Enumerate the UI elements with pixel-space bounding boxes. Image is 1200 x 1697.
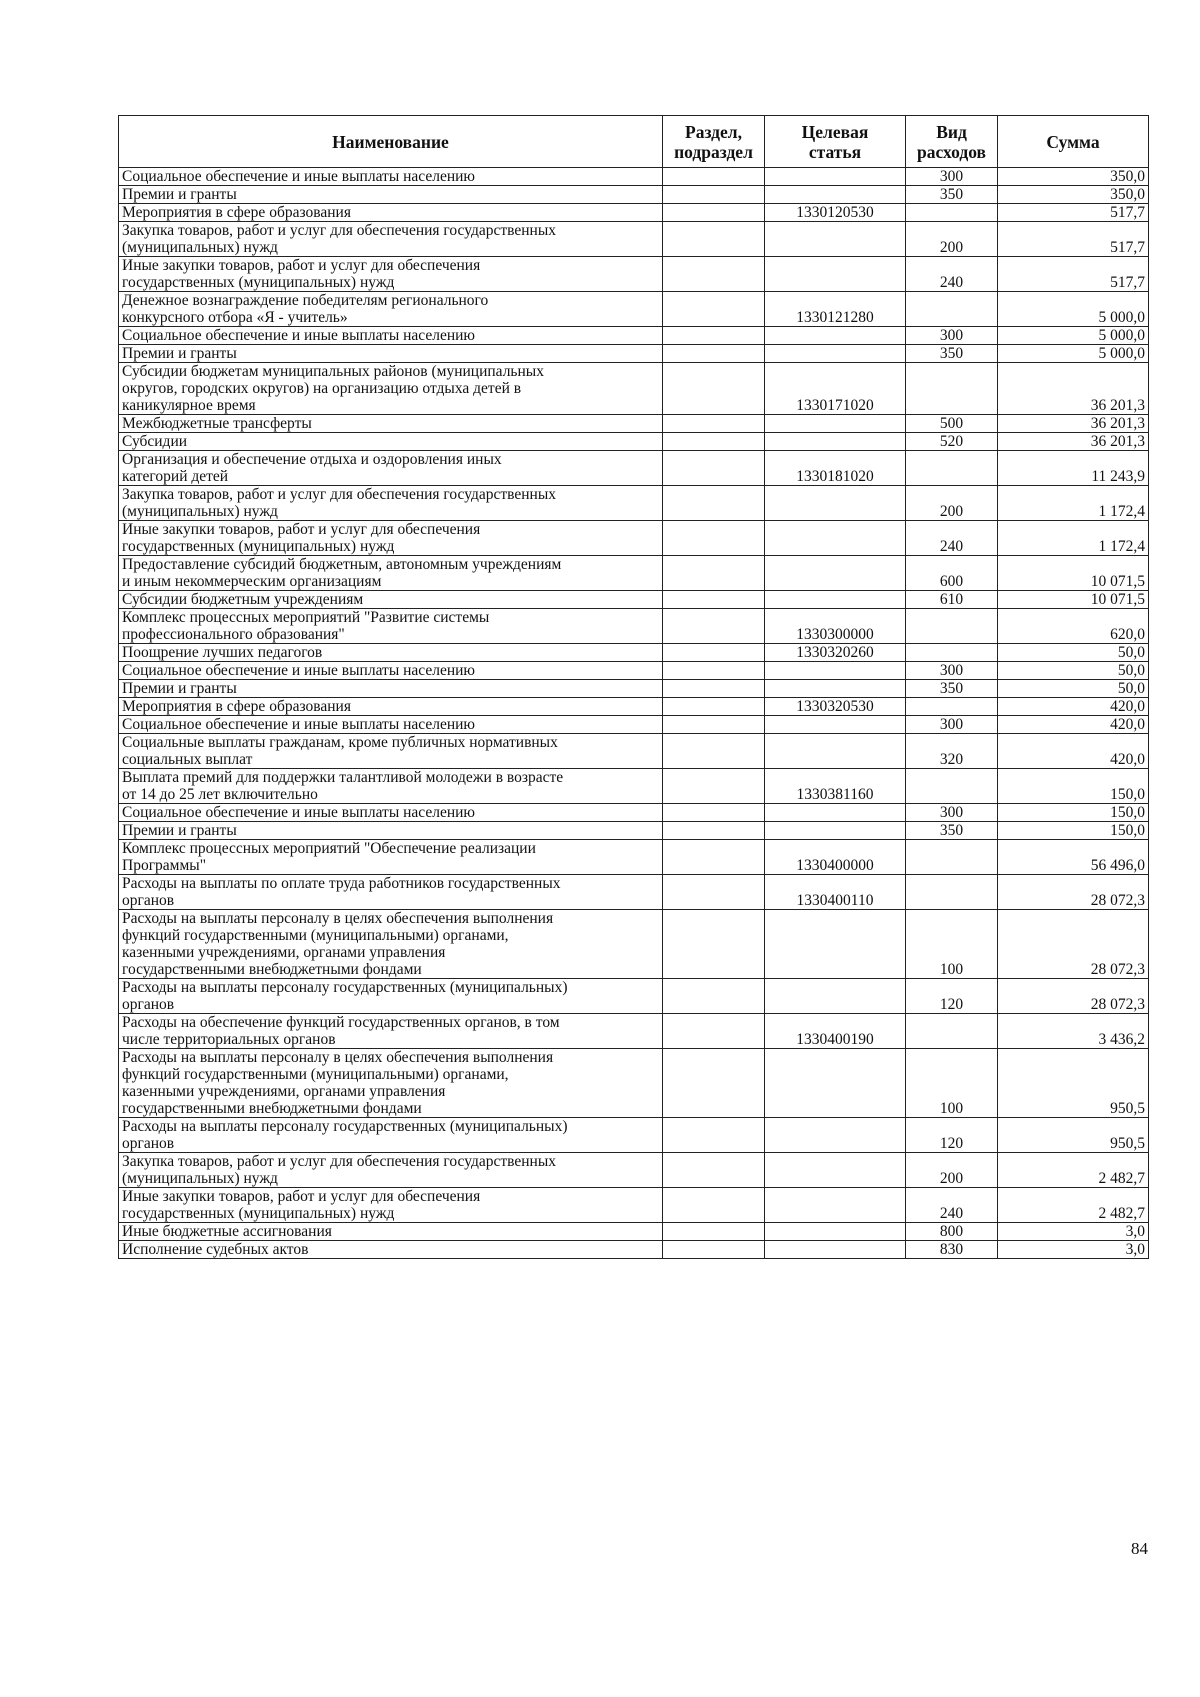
row-name-line: Денежное вознаграждение победителям регионального xyxy=(122,292,489,309)
row-name-line: Иные бюджетные ассигнования xyxy=(122,1223,332,1240)
row-name-line: Расходы на выплаты по оплате труда работников государственных xyxy=(122,875,561,892)
row-article: 1330120530 xyxy=(765,204,906,222)
row-name-line: категорий детей xyxy=(122,468,229,485)
row-name xyxy=(119,662,663,680)
row-sum: 50,0 xyxy=(998,644,1149,662)
row-kind xyxy=(906,204,998,222)
row-section xyxy=(663,822,765,840)
row-section xyxy=(663,521,765,556)
row-kind xyxy=(906,363,998,415)
row-sum: 3,0 xyxy=(998,1223,1149,1241)
row-name-line: Комплекс процессных мероприятий "Обеспечение реализации xyxy=(122,840,536,857)
row-name-line: Закупка товаров, работ и услуг для обеспечения государственных xyxy=(122,1153,557,1170)
row-section xyxy=(663,1049,765,1118)
row-kind: 200 xyxy=(906,222,998,257)
row-name-line: Исполнение судебных актов xyxy=(122,1241,309,1258)
row-name xyxy=(119,222,663,257)
row-name xyxy=(119,292,663,327)
row-sum: 5 000,0 xyxy=(998,292,1149,327)
row-name-line: функций государственными (муниципальными) органами, xyxy=(122,927,509,944)
row-section xyxy=(663,979,765,1014)
row-name xyxy=(119,979,663,1014)
row-name-line: Закупка товаров, работ и услуг для обеспечения государственных xyxy=(122,486,557,503)
row-name-line: Иные закупки товаров, работ и услуг для обеспечения xyxy=(122,257,481,274)
table-row xyxy=(119,327,1149,345)
row-kind: 500 xyxy=(906,415,998,433)
row-name-line: социальных выплат xyxy=(122,751,253,768)
row-article xyxy=(765,257,906,292)
row-article xyxy=(765,804,906,822)
row-name-line: (муниципальных) нужд xyxy=(122,1170,278,1187)
row-name xyxy=(119,1049,663,1118)
row-section xyxy=(663,486,765,521)
row-name-line: Социальное обеспечение и иные выплаты населению xyxy=(122,716,476,733)
row-section xyxy=(663,734,765,769)
row-kind xyxy=(906,609,998,644)
row-kind: 520 xyxy=(906,433,998,451)
row-section xyxy=(663,698,765,716)
row-name-line: Субсидии xyxy=(122,433,188,450)
row-sum: 420,0 xyxy=(998,716,1149,734)
row-article: 1330320260 xyxy=(765,644,906,662)
row-name xyxy=(119,804,663,822)
row-name xyxy=(119,644,663,662)
row-sum: 150,0 xyxy=(998,804,1149,822)
row-article xyxy=(765,979,906,1014)
table-row xyxy=(119,1118,1149,1153)
table-row xyxy=(119,979,1149,1014)
row-sum: 10 071,5 xyxy=(998,556,1149,591)
row-article: 1330171020 xyxy=(765,363,906,415)
row-section xyxy=(663,662,765,680)
row-article xyxy=(765,591,906,609)
row-sum: 420,0 xyxy=(998,698,1149,716)
row-section xyxy=(663,591,765,609)
row-section xyxy=(663,168,765,186)
table-row xyxy=(119,840,1149,875)
row-name-line: государственных (муниципальных) нужд xyxy=(122,1205,395,1222)
row-name-line: Иные закупки товаров, работ и услуг для обеспечения xyxy=(122,521,481,538)
row-kind: 300 xyxy=(906,804,998,822)
row-sum: 950,5 xyxy=(998,1049,1149,1118)
row-article: 1330320530 xyxy=(765,698,906,716)
row-name xyxy=(119,415,663,433)
table-row xyxy=(119,662,1149,680)
row-section xyxy=(663,769,765,804)
row-sum: 28 072,3 xyxy=(998,979,1149,1014)
row-article: 1330181020 xyxy=(765,451,906,486)
row-name-line: Премии и гранты xyxy=(122,680,237,697)
table-row xyxy=(119,1241,1149,1259)
row-sum: 28 072,3 xyxy=(998,910,1149,979)
table-row xyxy=(119,910,1149,979)
row-sum: 36 201,3 xyxy=(998,363,1149,415)
row-article: 1330381160 xyxy=(765,769,906,804)
row-sum: 5 000,0 xyxy=(998,345,1149,363)
row-name xyxy=(119,734,663,769)
row-sum: 150,0 xyxy=(998,769,1149,804)
page-number: 84 xyxy=(1131,1539,1148,1558)
table-row xyxy=(119,680,1149,698)
table-row xyxy=(119,698,1149,716)
row-name-line: Расходы на обеспечение функций государственных органов, в том xyxy=(122,1014,560,1031)
row-name xyxy=(119,1188,663,1223)
row-section xyxy=(663,186,765,204)
row-name-line: Социальные выплаты гражданам, кроме публичных нормативных xyxy=(122,734,558,751)
row-name xyxy=(119,345,663,363)
row-name xyxy=(119,327,663,345)
row-article xyxy=(765,1118,906,1153)
row-section xyxy=(663,222,765,257)
row-section xyxy=(663,804,765,822)
row-kind: 320 xyxy=(906,734,998,769)
row-article xyxy=(765,1153,906,1188)
row-name-line: Расходы на выплаты персоналу государственных (муниципальных) xyxy=(122,979,568,996)
table-row xyxy=(119,363,1149,415)
row-kind: 200 xyxy=(906,1153,998,1188)
row-name-line: Социальное обеспечение и иные выплаты населению xyxy=(122,327,476,344)
row-sum: 36 201,3 xyxy=(998,433,1149,451)
row-name-line: Социальное обеспечение и иные выплаты населению xyxy=(122,804,476,821)
row-sum: 50,0 xyxy=(998,680,1149,698)
row-section xyxy=(663,644,765,662)
row-name-line: государственными внебюджетными фондами xyxy=(122,1100,422,1117)
row-kind xyxy=(906,292,998,327)
row-article xyxy=(765,1223,906,1241)
row-article xyxy=(765,521,906,556)
row-section xyxy=(663,910,765,979)
row-sum: 1 172,4 xyxy=(998,486,1149,521)
table-row xyxy=(119,875,1149,910)
table-row xyxy=(119,609,1149,644)
row-kind xyxy=(906,644,998,662)
row-name-line: государственных (муниципальных) нужд xyxy=(122,538,395,555)
row-section xyxy=(663,327,765,345)
row-name-line: Закупка товаров, работ и услуг для обеспечения государственных xyxy=(122,222,557,239)
row-article xyxy=(765,716,906,734)
row-name-line: Межбюджетные трансферты xyxy=(122,415,312,432)
row-kind xyxy=(906,451,998,486)
row-name xyxy=(119,875,663,910)
row-name-line: Мероприятия в сфере образования xyxy=(122,698,351,715)
row-name-line: Социальное обеспечение и иные выплаты населению xyxy=(122,662,476,679)
table-row xyxy=(119,822,1149,840)
row-sum: 3 436,2 xyxy=(998,1014,1149,1049)
row-name-line: Расходы на выплаты персоналу государственных (муниципальных) xyxy=(122,1118,568,1135)
row-kind: 120 xyxy=(906,979,998,1014)
row-name-line: Поощрение лучших педагогов xyxy=(122,644,323,661)
row-article: 1330400110 xyxy=(765,875,906,910)
table-row xyxy=(119,433,1149,451)
row-section xyxy=(663,345,765,363)
row-kind: 300 xyxy=(906,168,998,186)
row-kind: 830 xyxy=(906,1241,998,1259)
row-name-line: Предоставление субсидий бюджетным, автономным учреждениям xyxy=(122,556,562,573)
row-kind: 100 xyxy=(906,910,998,979)
row-section xyxy=(663,1241,765,1259)
row-name xyxy=(119,822,663,840)
row-article xyxy=(765,168,906,186)
row-sum: 350,0 xyxy=(998,186,1149,204)
row-name-line: и иным некоммерческим организациям xyxy=(122,573,382,590)
row-section xyxy=(663,716,765,734)
row-kind: 350 xyxy=(906,186,998,204)
row-name-line: профессионального образования" xyxy=(122,626,345,643)
row-name xyxy=(119,1153,663,1188)
row-section xyxy=(663,609,765,644)
row-kind: 350 xyxy=(906,345,998,363)
row-section xyxy=(663,1014,765,1049)
row-sum: 11 243,9 xyxy=(998,451,1149,486)
row-name-line: казенными учреждениями, органами управления xyxy=(122,944,446,961)
row-section xyxy=(663,680,765,698)
row-name-line: (муниципальных) нужд xyxy=(122,239,278,256)
row-sum: 620,0 xyxy=(998,609,1149,644)
row-name-line: Расходы на выплаты персоналу в целях обеспечения выполнения xyxy=(122,910,554,927)
row-name-line: органов xyxy=(122,996,175,1013)
row-sum: 1 172,4 xyxy=(998,521,1149,556)
row-sum: 36 201,3 xyxy=(998,415,1149,433)
row-name-line: государственными внебюджетными фондами xyxy=(122,961,422,978)
row-article xyxy=(765,486,906,521)
row-name xyxy=(119,556,663,591)
row-name-line: Комплекс процессных мероприятий "Развитие системы xyxy=(122,609,490,626)
row-name xyxy=(119,680,663,698)
row-name xyxy=(119,910,663,979)
row-name xyxy=(119,609,663,644)
table-row xyxy=(119,292,1149,327)
row-name-line: органов xyxy=(122,892,175,909)
table-row xyxy=(119,716,1149,734)
row-kind: 610 xyxy=(906,591,998,609)
table-row xyxy=(119,1153,1149,1188)
table-row xyxy=(119,644,1149,662)
header-sum: Сумма xyxy=(998,116,1149,168)
row-kind: 120 xyxy=(906,1118,998,1153)
row-name-line: конкурсного отбора «Я - учитель» xyxy=(122,309,348,326)
table-row xyxy=(119,1223,1149,1241)
table-row xyxy=(119,415,1149,433)
row-article xyxy=(765,1188,906,1223)
row-sum: 517,7 xyxy=(998,257,1149,292)
row-name-line: Премии и гранты xyxy=(122,186,237,203)
row-article xyxy=(765,1049,906,1118)
row-kind: 240 xyxy=(906,257,998,292)
row-article xyxy=(765,556,906,591)
row-sum: 10 071,5 xyxy=(998,591,1149,609)
row-name xyxy=(119,204,663,222)
budget-table xyxy=(118,115,1149,1259)
header-name: Наименование xyxy=(119,116,663,168)
row-name-line: государственных (муниципальных) нужд xyxy=(122,274,395,291)
row-kind: 350 xyxy=(906,822,998,840)
row-section xyxy=(663,1223,765,1241)
row-section xyxy=(663,415,765,433)
row-section xyxy=(663,292,765,327)
row-article xyxy=(765,327,906,345)
row-kind: 300 xyxy=(906,327,998,345)
row-article: 1330400190 xyxy=(765,1014,906,1049)
row-name-line: Премии и гранты xyxy=(122,345,237,362)
row-kind: 350 xyxy=(906,680,998,698)
row-name xyxy=(119,769,663,804)
row-sum: 2 482,7 xyxy=(998,1188,1149,1223)
row-name-line: органов xyxy=(122,1135,175,1152)
table-header-row xyxy=(119,116,1149,168)
row-name xyxy=(119,521,663,556)
row-sum: 517,7 xyxy=(998,222,1149,257)
row-name xyxy=(119,1014,663,1049)
row-name-line: Иные закупки товаров, работ и услуг для обеспечения xyxy=(122,1188,481,1205)
row-sum: 50,0 xyxy=(998,662,1149,680)
row-name-line: от 14 до 25 лет включительно xyxy=(122,786,318,803)
row-name xyxy=(119,698,663,716)
table-row xyxy=(119,804,1149,822)
row-article xyxy=(765,662,906,680)
row-name xyxy=(119,451,663,486)
row-sum: 56 496,0 xyxy=(998,840,1149,875)
row-kind xyxy=(906,769,998,804)
row-section xyxy=(663,556,765,591)
row-kind: 300 xyxy=(906,716,998,734)
row-kind: 600 xyxy=(906,556,998,591)
row-name-line: Выплата премий для поддержки талантливой молодежи в возрасте xyxy=(122,769,564,786)
table-row xyxy=(119,769,1149,804)
row-sum: 420,0 xyxy=(998,734,1149,769)
row-name xyxy=(119,433,663,451)
row-sum: 517,7 xyxy=(998,204,1149,222)
row-article xyxy=(765,186,906,204)
row-article xyxy=(765,910,906,979)
row-name-line: каникулярное время xyxy=(122,397,256,414)
table-row xyxy=(119,204,1149,222)
row-section xyxy=(663,1153,765,1188)
row-name-line: Субсидии бюджетам муниципальных районов (муниципальных xyxy=(122,363,544,380)
header-article: Целевая статья xyxy=(765,116,906,168)
row-sum: 5 000,0 xyxy=(998,327,1149,345)
table-row xyxy=(119,1188,1149,1223)
row-kind: 100 xyxy=(906,1049,998,1118)
row-section xyxy=(663,363,765,415)
row-name xyxy=(119,168,663,186)
row-name-line: числе территориальных органов xyxy=(122,1031,336,1048)
row-sum: 950,5 xyxy=(998,1118,1149,1153)
row-article: 1330400000 xyxy=(765,840,906,875)
row-kind: 300 xyxy=(906,662,998,680)
row-name xyxy=(119,1241,663,1259)
row-article xyxy=(765,415,906,433)
table-row xyxy=(119,734,1149,769)
table-row xyxy=(119,556,1149,591)
row-sum: 150,0 xyxy=(998,822,1149,840)
row-name-line: Премии и гранты xyxy=(122,822,237,839)
row-name-line: Программы" xyxy=(122,857,207,874)
header-kind: Вид расходов xyxy=(906,116,998,168)
row-name-line: Расходы на выплаты персоналу в целях обеспечения выполнения xyxy=(122,1049,554,1066)
row-article xyxy=(765,345,906,363)
row-article xyxy=(765,680,906,698)
header-section: Раздел, подраздел xyxy=(663,116,765,168)
row-name-line: Мероприятия в сфере образования xyxy=(122,204,351,221)
row-name-line: Социальное обеспечение и иные выплаты населению xyxy=(122,168,476,185)
row-article xyxy=(765,734,906,769)
table-body xyxy=(119,168,1149,1259)
row-article xyxy=(765,1241,906,1259)
row-section xyxy=(663,1188,765,1223)
row-kind xyxy=(906,840,998,875)
row-name-line: казенными учреждениями, органами управления xyxy=(122,1083,446,1100)
row-kind xyxy=(906,1014,998,1049)
table-row xyxy=(119,1014,1149,1049)
table-row xyxy=(119,591,1149,609)
row-article: 1330121280 xyxy=(765,292,906,327)
row-sum: 28 072,3 xyxy=(998,875,1149,910)
row-name xyxy=(119,840,663,875)
table-row xyxy=(119,521,1149,556)
table-row xyxy=(119,168,1149,186)
row-section xyxy=(663,451,765,486)
table-row xyxy=(119,451,1149,486)
row-kind xyxy=(906,875,998,910)
row-section xyxy=(663,204,765,222)
row-name-line: функций государственными (муниципальными) органами, xyxy=(122,1066,509,1083)
table-row xyxy=(119,186,1149,204)
row-section xyxy=(663,840,765,875)
row-name-line: Субсидии бюджетным учреждениям xyxy=(122,591,364,608)
row-sum: 3,0 xyxy=(998,1241,1149,1259)
row-name-line: Организация и обеспечение отдыха и оздоровления иных xyxy=(122,451,502,468)
table-row xyxy=(119,1049,1149,1118)
row-kind: 200 xyxy=(906,486,998,521)
row-section xyxy=(663,1118,765,1153)
row-kind: 800 xyxy=(906,1223,998,1241)
row-name xyxy=(119,1223,663,1241)
row-name xyxy=(119,257,663,292)
table-row xyxy=(119,345,1149,363)
row-name xyxy=(119,486,663,521)
row-kind xyxy=(906,698,998,716)
row-sum: 350,0 xyxy=(998,168,1149,186)
row-section xyxy=(663,433,765,451)
table-row xyxy=(119,486,1149,521)
row-article xyxy=(765,222,906,257)
row-article xyxy=(765,822,906,840)
row-sum: 2 482,7 xyxy=(998,1153,1149,1188)
row-name xyxy=(119,363,663,415)
row-article: 1330300000 xyxy=(765,609,906,644)
row-section xyxy=(663,875,765,910)
table-row xyxy=(119,222,1149,257)
row-section xyxy=(663,257,765,292)
table-row xyxy=(119,257,1149,292)
row-kind: 240 xyxy=(906,1188,998,1223)
row-name-line: округов, городских округов) на организацию отдыха детей в xyxy=(122,380,522,397)
row-article xyxy=(765,433,906,451)
row-name xyxy=(119,716,663,734)
row-name xyxy=(119,1118,663,1153)
row-name xyxy=(119,591,663,609)
row-name-line: (муниципальных) нужд xyxy=(122,503,278,520)
row-name xyxy=(119,186,663,204)
row-kind: 240 xyxy=(906,521,998,556)
